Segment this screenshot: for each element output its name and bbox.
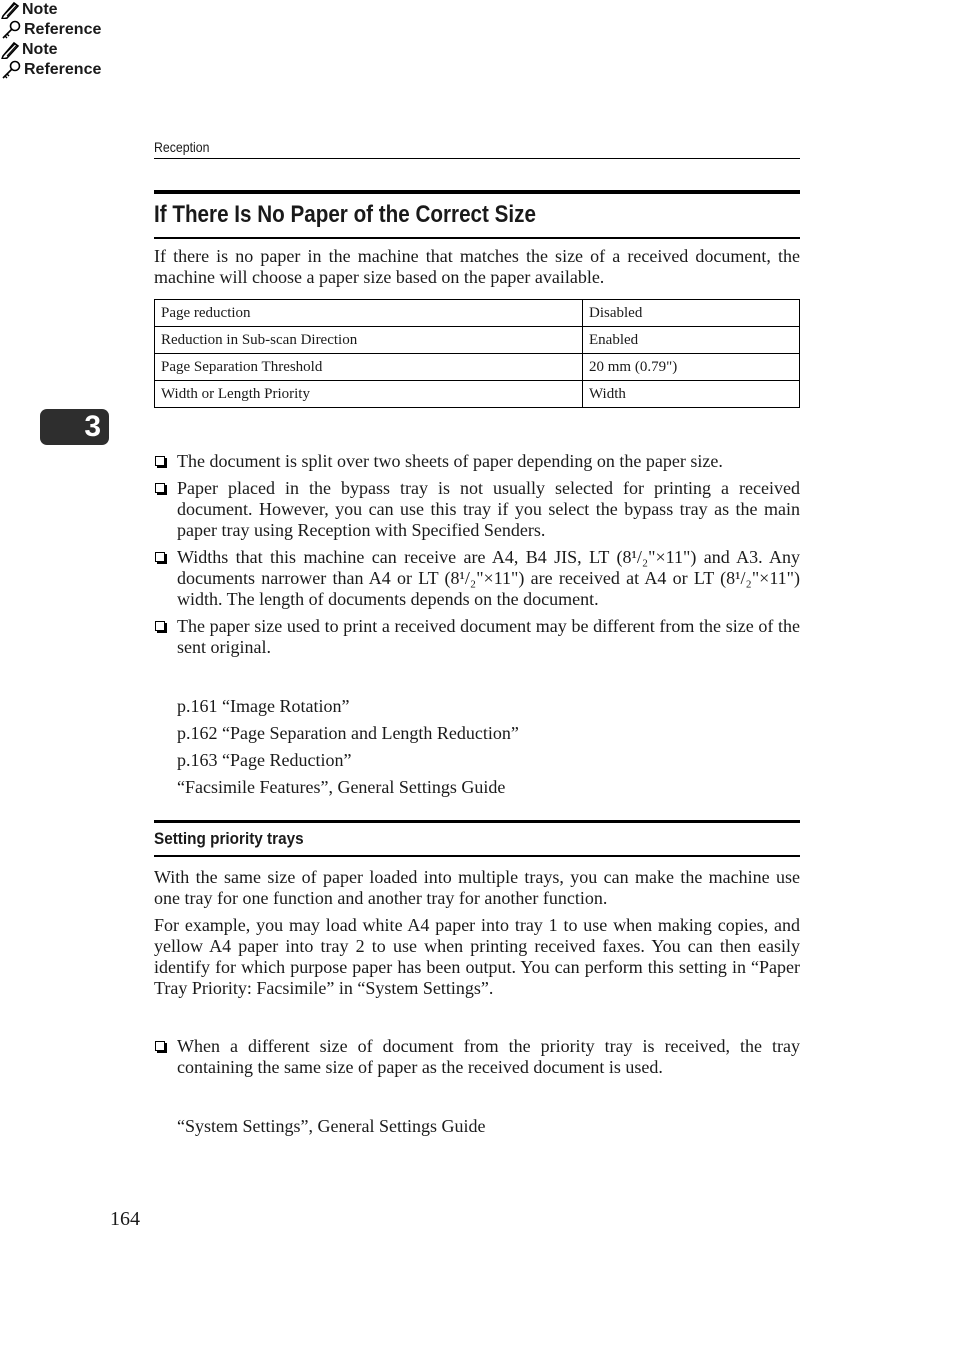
table-row: [155, 354, 800, 381]
note-label: Note: [22, 41, 58, 58]
chapter-tab: 3: [40, 409, 109, 445]
intro-paragraph: If there is no paper in the machine that matches the size of a received document, the machine will choose a paper size based on the paper available.: [154, 246, 800, 287]
checkbox-icon: [155, 1041, 165, 1051]
reference-label: Reference: [24, 21, 102, 38]
settings-table: [154, 299, 800, 408]
section-bottom-rule: [154, 855, 800, 857]
key-icon: [0, 20, 24, 40]
note-list: [154, 1036, 800, 1084]
running-header: Reception: [154, 139, 210, 155]
checkbox-icon: [155, 552, 165, 562]
list-item: When a different size of document from the priority tray is received, the tray containing the same size of paper as the received document is used.: [154, 1036, 800, 1078]
header-rule: [154, 158, 800, 159]
table-cell-value: Disabled: [583, 300, 800, 327]
note-heading: [0, 0, 954, 20]
checkbox-icon: [155, 456, 165, 466]
section-paragraph: For example, you may load white A4 paper into tray 1 to use when making copies, and yellow A4 paper into tray 2 to use when printing received faxes. You can then easily identify for which purpose paper has been output. You can perform this setting in “Paper Tray Priority: Facsimile” in “System Settings”.: [154, 915, 800, 998]
checkbox-icon: [155, 483, 165, 493]
key-icon: [0, 60, 24, 80]
checkbox-icon: [155, 621, 165, 631]
table-cell-value: 20 mm (0.79"): [583, 354, 800, 381]
table-cell-setting: Page Separation Threshold: [155, 354, 583, 381]
table-cell-setting: Page reduction: [155, 300, 583, 327]
list-item: Paper placed in the bypass tray is not usually selected for printing a received document. However, you can use this tray if you select the bypass tray as the main paper tray using Reception with Specified Senders.: [154, 478, 800, 541]
reference-link[interactable]: p.162 “Page Separation and Length Reduction”: [177, 723, 519, 743]
note-heading: [0, 40, 954, 60]
reference-heading: [0, 20, 954, 40]
list-item: Widths that this machine can receive are A4, B4 JIS, LT (8¹/₂"×11") and A3. Any documents narrower than A4 or LT (8¹/₂"×11") are received at A4 or LT (8¹/₂"×11") width. The length of documents depends on the document.: [154, 547, 800, 610]
table-cell-value: Width: [583, 381, 800, 408]
section-top-rule: [154, 820, 800, 823]
title-top-bar: [154, 190, 800, 194]
note-list: [154, 451, 800, 664]
reference-link[interactable]: “System Settings”, General Settings Guide: [177, 1116, 486, 1136]
section-heading: Setting priority trays: [154, 829, 304, 848]
pencil-icon: [0, 41, 22, 59]
reference-link[interactable]: p.161 “Image Rotation”: [177, 696, 350, 716]
table-cell-setting: Width or Length Priority: [155, 381, 583, 408]
reference-link[interactable]: p.163 “Page Reduction”: [177, 750, 352, 770]
pencil-icon: [0, 1, 22, 19]
table-cell-setting: Reduction in Sub-scan Direction: [155, 327, 583, 354]
title-bottom-rule: [154, 237, 800, 239]
table-cell-value: Enabled: [583, 327, 800, 354]
page-title: If There Is No Paper of the Correct Size: [154, 201, 536, 228]
list-item: The paper size used to print a received document may be different from the size of the sent original.: [154, 616, 800, 658]
reference-list: [177, 696, 519, 804]
reference-list: [177, 1116, 485, 1143]
reference-label: Reference: [24, 61, 102, 78]
page-number: 164: [110, 1208, 140, 1230]
reference-heading: [0, 60, 954, 80]
table-row: [155, 381, 800, 408]
reference-link[interactable]: “Facsimile Features”, General Settings Guide: [177, 777, 506, 797]
table-row: [155, 327, 800, 354]
list-item: The document is split over two sheets of paper depending on the paper size.: [154, 451, 800, 472]
note-label: Note: [22, 1, 58, 18]
table-row: [155, 300, 800, 327]
section-paragraph: With the same size of paper loaded into multiple trays, you can make the machine use one tray for one function and another tray for another function.: [154, 867, 800, 908]
